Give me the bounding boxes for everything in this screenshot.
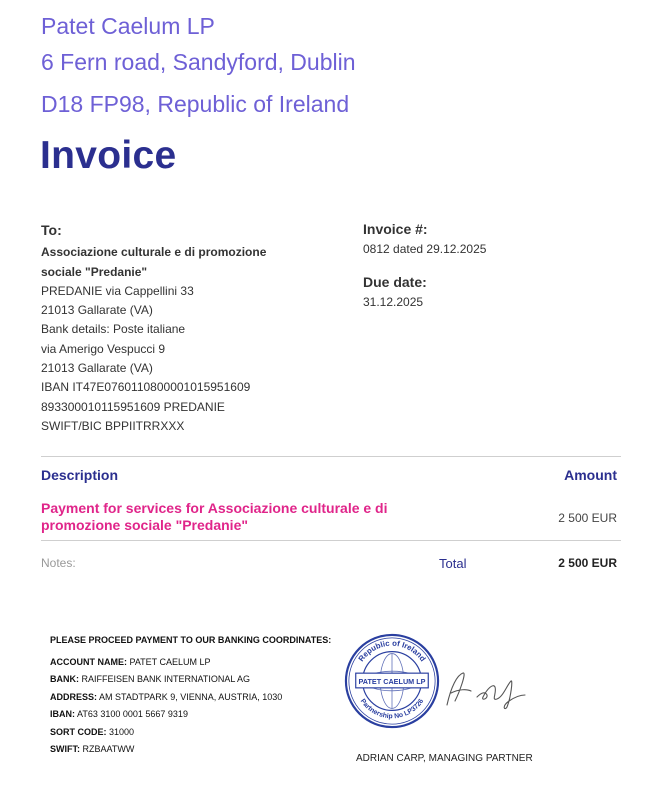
- total-label: Total: [439, 556, 467, 571]
- recipient-line: via Amerigo Vespucci 9: [41, 341, 166, 356]
- document-title: Invoice: [40, 134, 177, 177]
- total-value: 2 500 EUR: [558, 556, 617, 570]
- recipient-line: PREDANIE via Cappellini 33: [41, 283, 194, 298]
- bank-row: [50, 671, 370, 689]
- bank-value: AM STADTPARK 9, VIENNA, AUSTRIA, 1030: [99, 691, 283, 702]
- notes-label: Notes:: [41, 556, 76, 570]
- line-item-description-line1: Payment for services for Associazione culturale e di: [41, 500, 388, 516]
- recipient-line: 21013 Gallarate (VA): [41, 361, 153, 376]
- table-bottom-divider: [41, 540, 621, 541]
- recipient-block: [41, 221, 341, 436]
- stamp-center-text: PATET CAELUM LP: [358, 676, 426, 686]
- invoice-number-value: 0812 dated 29.12.2025: [363, 242, 487, 256]
- recipient-line: 893300010115951609 PREDANIE: [41, 399, 225, 414]
- due-date-value: 31.12.2025: [363, 295, 424, 309]
- recipient-name-line1: Associazione culturale e di promozione: [41, 245, 267, 260]
- recipient-line: 21013 Gallarate (VA): [41, 303, 153, 318]
- to-label: To:: [41, 222, 62, 238]
- bank-row: [50, 654, 370, 672]
- signer-name: ADRIAN CARP, MANAGING PARTNER: [356, 753, 533, 764]
- bank-row: [50, 706, 370, 724]
- company-name: Patet Caelum LP: [41, 13, 215, 39]
- company-header: [41, 8, 356, 122]
- handwritten-signature: [437, 667, 527, 712]
- due-date-label: Due date:: [363, 274, 427, 290]
- recipient-line: IBAN IT47E0760110800001015951609: [41, 380, 251, 395]
- bank-key: ADDRESS:: [50, 691, 98, 702]
- line-item-amount: 2 500 EUR: [558, 511, 617, 525]
- bank-key: BANK:: [50, 674, 79, 684]
- bank-details: [50, 632, 370, 759]
- line-item-description-line2: promozione sociale "Predanie": [41, 517, 248, 533]
- line-item-description: [41, 500, 441, 534]
- bank-value: PATET CAELUM LP: [129, 656, 211, 667]
- bank-row: [50, 724, 370, 742]
- bank-value: AT63 3100 0001 5667 9319: [77, 709, 188, 719]
- company-address-line2: D18 FP98, Republic of Ireland: [41, 91, 350, 117]
- bank-value: 31000: [109, 726, 135, 737]
- bank-key: IBAN:: [50, 709, 75, 719]
- invoice-meta: [363, 221, 623, 309]
- bank-key: ACCOUNT NAME:: [50, 656, 127, 667]
- bank-row: [50, 689, 370, 707]
- stamp-ring-bottom-text: Partnership No LP3726: [358, 697, 426, 721]
- invoice-number-label: Invoice #:: [363, 221, 428, 237]
- stamp-ring-top-text: Republic of Ireland: [356, 638, 428, 664]
- company-address-line1: 6 Fern road, Sandyford, Dublin: [41, 49, 356, 75]
- bank-heading: PLEASE PROCEED PAYMENT TO OUR BANKING COORDINATES:: [50, 635, 332, 645]
- bank-value: RZBAATWW: [82, 744, 135, 754]
- bank-row: [50, 741, 370, 759]
- recipient-name-line2: sociale "Predanie": [41, 264, 148, 279]
- table-top-divider: [41, 456, 621, 457]
- description-header: Description: [41, 467, 119, 483]
- bank-key: SWIFT:: [50, 744, 80, 754]
- bank-key: SORT CODE:: [50, 726, 107, 737]
- recipient-line: SWIFT/BIC BPPIITRRXXX: [41, 418, 185, 433]
- company-seal-stamp: [343, 632, 441, 730]
- recipient-line: Bank details: Poste italiane: [41, 322, 186, 337]
- amount-header: Amount: [564, 467, 617, 483]
- bank-value: RAIFFEISEN BANK INTERNATIONAL AG: [81, 674, 251, 684]
